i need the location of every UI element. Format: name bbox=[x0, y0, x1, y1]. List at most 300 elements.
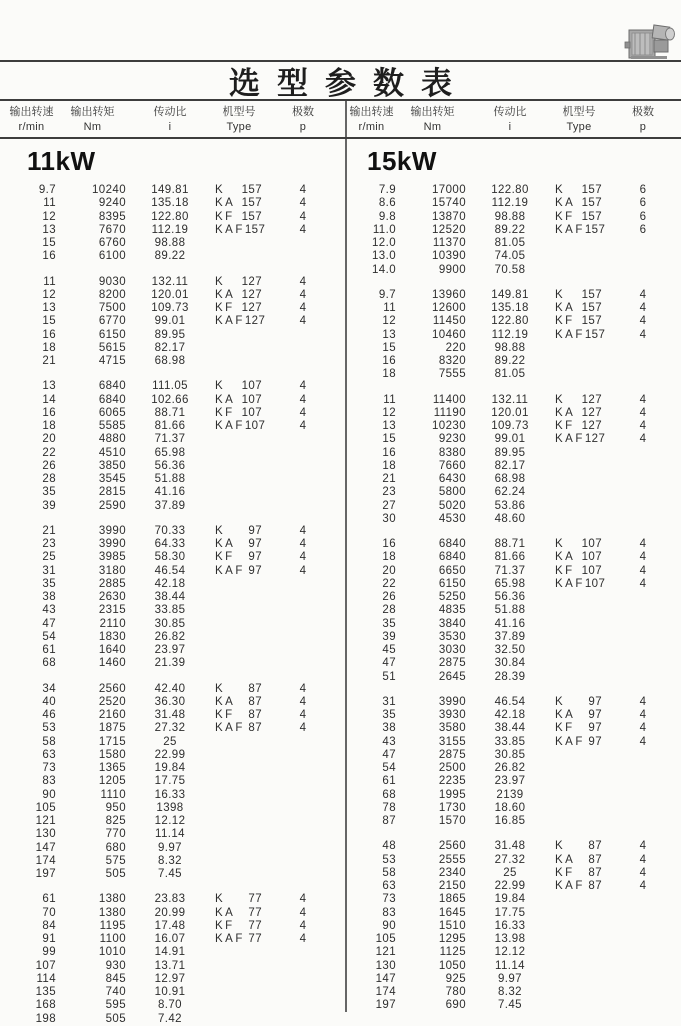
cell-output-torque: 1640 bbox=[98, 644, 126, 656]
cell-poles: 4 bbox=[299, 315, 307, 328]
cell-output-torque: 2885 bbox=[98, 577, 126, 590]
cell-poles bbox=[267, 250, 339, 263]
cell-output-torque: 3030 bbox=[438, 644, 466, 656]
cell-output-torque: 10390 bbox=[432, 250, 466, 263]
cell-output-speed: 174 bbox=[35, 854, 56, 867]
table-row bbox=[347, 749, 681, 762]
cell-ratio: 99.01 bbox=[154, 315, 186, 328]
power-title: 11kW bbox=[27, 146, 96, 176]
cell-output-speed: 53 bbox=[42, 722, 56, 735]
table-row bbox=[347, 644, 681, 657]
type-prefix: KF bbox=[555, 210, 575, 223]
type-prefix: KAF bbox=[215, 722, 245, 735]
table-row bbox=[7, 591, 345, 604]
cell-ratio: 122.80 bbox=[491, 315, 529, 328]
type-prefix: KF bbox=[215, 919, 235, 932]
table-row bbox=[347, 946, 681, 959]
table-row bbox=[7, 211, 345, 224]
type-prefix: KAF bbox=[555, 433, 585, 446]
cell-output-speed: 38 bbox=[42, 591, 56, 603]
cell-output-torque: 7660 bbox=[438, 459, 466, 472]
cell-model-type bbox=[551, 551, 607, 564]
cell-model-type bbox=[551, 473, 607, 486]
cell-poles bbox=[607, 907, 679, 920]
cell-output-torque: 4835 bbox=[438, 604, 466, 617]
table-row bbox=[347, 224, 681, 237]
cell-ratio: 37.89 bbox=[494, 630, 526, 643]
cell-output-speed: 15 bbox=[382, 433, 396, 446]
table-row bbox=[347, 420, 681, 433]
cell-ratio: 7.45 bbox=[158, 868, 182, 880]
cell-output-speed: 25 bbox=[42, 551, 56, 564]
cell-output-speed: 7.9 bbox=[378, 184, 396, 196]
type-prefix: K bbox=[215, 380, 226, 393]
cell-model-type bbox=[551, 197, 607, 210]
cell-model-type bbox=[551, 696, 607, 709]
cell-output-torque: 1875 bbox=[98, 722, 126, 735]
cell-poles: 4 bbox=[639, 577, 647, 590]
type-prefix: K bbox=[215, 275, 226, 288]
cell-output-speed: 35 bbox=[42, 486, 56, 499]
cell-model-type bbox=[551, 513, 607, 526]
cell-poles bbox=[607, 591, 679, 604]
cell-poles bbox=[607, 355, 679, 368]
cell-output-torque: 1460 bbox=[98, 657, 126, 670]
cell-model-type bbox=[551, 565, 607, 578]
table-header-left bbox=[0, 101, 347, 137]
cell-output-torque: 780 bbox=[445, 986, 466, 998]
cell-poles bbox=[607, 920, 679, 933]
cell-output-speed: 63 bbox=[382, 880, 396, 892]
cell-model-type bbox=[551, 854, 607, 867]
cell-poles bbox=[267, 329, 339, 342]
cell-ratio: 89.22 bbox=[154, 250, 186, 263]
cell-model-type bbox=[211, 775, 267, 788]
cell-ratio: 149.81 bbox=[151, 184, 189, 196]
cell-ratio: 31.48 bbox=[154, 709, 186, 721]
table-row bbox=[7, 683, 345, 696]
cell-poles bbox=[607, 631, 679, 644]
table-row bbox=[347, 973, 681, 986]
cell-ratio: 68.98 bbox=[494, 473, 526, 485]
cell-output-speed: 135 bbox=[35, 986, 56, 998]
cell-output-speed: 16 bbox=[382, 446, 396, 459]
cell-poles: 4 bbox=[299, 893, 307, 906]
header-output-torque: 输出转矩 Nm bbox=[70, 106, 115, 133]
cell-output-torque: 575 bbox=[105, 854, 126, 867]
cell-ratio: 42.18 bbox=[494, 709, 526, 721]
cell-poles: 4 bbox=[299, 184, 307, 196]
cell-output-speed: 48 bbox=[382, 840, 396, 853]
cell-poles: 4 bbox=[639, 709, 647, 721]
cell-poles: 4 bbox=[639, 735, 647, 748]
cell-model-type bbox=[551, 342, 607, 355]
cell-ratio: 41.16 bbox=[154, 486, 186, 499]
cell-output-torque: 2555 bbox=[438, 853, 466, 866]
table-row bbox=[347, 289, 681, 302]
cell-ratio: 12.97 bbox=[154, 972, 186, 985]
cell-model-type bbox=[551, 631, 607, 644]
cell-ratio: 8.70 bbox=[158, 999, 182, 1012]
cell-output-torque: 3930 bbox=[438, 709, 466, 721]
cell-ratio: 13.98 bbox=[494, 933, 526, 945]
cell-output-speed: 11 bbox=[43, 275, 56, 288]
cell-ratio: 23.83 bbox=[154, 893, 186, 906]
cell-output-torque: 2560 bbox=[98, 682, 126, 695]
cell-model-type bbox=[211, 184, 267, 197]
cell-output-speed: 84 bbox=[42, 919, 56, 932]
cell-ratio: 120.01 bbox=[491, 406, 529, 419]
cell-output-speed: 45 bbox=[382, 644, 396, 656]
cell-poles bbox=[267, 355, 339, 368]
cell-output-speed: 121 bbox=[35, 815, 56, 827]
cell-poles bbox=[607, 500, 679, 513]
cell-poles: 4 bbox=[639, 564, 647, 577]
type-prefix: KAF bbox=[215, 315, 245, 328]
cell-model-type bbox=[551, 762, 607, 775]
cell-ratio: 9.97 bbox=[498, 972, 522, 985]
cell-output-speed: 13 bbox=[42, 380, 56, 393]
cell-output-speed: 63 bbox=[42, 748, 56, 761]
table-row bbox=[347, 407, 681, 420]
cell-output-torque: 2590 bbox=[98, 499, 126, 512]
cell-output-torque: 930 bbox=[105, 959, 126, 972]
cell-output-torque: 3155 bbox=[438, 735, 466, 748]
table-row bbox=[7, 237, 345, 250]
type-prefix: KA bbox=[215, 695, 236, 708]
cell-output-torque: 8320 bbox=[438, 355, 466, 367]
cell-poles bbox=[267, 802, 339, 815]
cell-model-type bbox=[211, 815, 267, 828]
table-row bbox=[7, 631, 345, 644]
cell-poles bbox=[607, 973, 679, 986]
cell-output-torque: 12520 bbox=[432, 223, 466, 236]
table-row bbox=[7, 538, 345, 551]
type-size: 157 bbox=[581, 288, 602, 301]
cell-output-torque: 220 bbox=[445, 341, 466, 354]
cell-model-type bbox=[551, 486, 607, 499]
table-row bbox=[347, 447, 681, 460]
cell-output-torque: 950 bbox=[105, 801, 126, 814]
cell-output-torque: 1100 bbox=[99, 933, 126, 945]
cell-model-type bbox=[211, 736, 267, 749]
cell-model-type bbox=[551, 184, 607, 197]
cell-model-type bbox=[551, 736, 607, 749]
cell-model-type bbox=[551, 420, 607, 433]
cell-ratio: 82.17 bbox=[494, 459, 526, 472]
type-prefix: K bbox=[215, 893, 226, 906]
cell-output-speed: 30 bbox=[382, 512, 396, 525]
cell-output-speed: 147 bbox=[375, 972, 396, 985]
cell-poles bbox=[607, 644, 679, 657]
cell-output-speed: 40 bbox=[42, 695, 56, 708]
table-row bbox=[7, 276, 345, 289]
cell-output-torque: 1380 bbox=[98, 893, 126, 906]
cell-model-type bbox=[551, 355, 607, 368]
cell-poles: 4 bbox=[299, 551, 307, 564]
cell-ratio: 81.05 bbox=[494, 368, 526, 381]
table-row bbox=[347, 631, 681, 644]
cell-output-torque: 3545 bbox=[98, 473, 126, 485]
cell-poles: 4 bbox=[299, 420, 307, 432]
type-size: 107 bbox=[241, 380, 262, 393]
cell-poles bbox=[267, 736, 339, 749]
cell-output-speed: 43 bbox=[42, 604, 56, 617]
cell-model-type bbox=[551, 867, 607, 880]
table-row bbox=[7, 473, 345, 486]
cell-output-torque: 6150 bbox=[98, 328, 126, 341]
cell-output-torque: 10460 bbox=[432, 328, 466, 341]
cell-poles: 4 bbox=[299, 564, 307, 577]
table-row bbox=[347, 762, 681, 775]
cell-poles: 4 bbox=[639, 551, 647, 564]
cell-output-speed: 197 bbox=[35, 868, 56, 880]
cell-model-type bbox=[551, 815, 607, 828]
type-size: 77 bbox=[248, 906, 262, 919]
cell-output-torque: 6840 bbox=[98, 393, 126, 406]
table-row bbox=[7, 1013, 345, 1026]
header-poles: 极数 p bbox=[632, 106, 654, 133]
cell-poles bbox=[267, 486, 339, 499]
cell-model-type bbox=[211, 749, 267, 762]
cell-poles: 4 bbox=[639, 695, 647, 708]
type-size: 157 bbox=[581, 210, 602, 223]
cell-poles bbox=[267, 631, 339, 644]
cell-poles: 4 bbox=[299, 919, 307, 932]
table-row bbox=[7, 433, 345, 446]
cell-output-torque: 505 bbox=[105, 1012, 126, 1025]
cell-output-speed: 16 bbox=[382, 538, 396, 550]
cell-model-type bbox=[211, 683, 267, 696]
cell-model-type bbox=[551, 907, 607, 920]
cell-output-torque: 3990 bbox=[438, 695, 466, 708]
cell-output-speed: 18 bbox=[382, 368, 396, 381]
cell-ratio: 102.66 bbox=[151, 393, 189, 406]
cell-ratio: 132.11 bbox=[491, 393, 529, 406]
cell-output-speed: 11 bbox=[383, 393, 396, 406]
cell-output-speed: 105 bbox=[375, 933, 396, 945]
cell-model-type bbox=[211, 250, 267, 263]
cell-output-torque: 6650 bbox=[438, 564, 466, 577]
cell-output-torque: 925 bbox=[445, 972, 466, 985]
cell-output-speed: 90 bbox=[382, 919, 396, 932]
cell-model-type bbox=[211, 447, 267, 460]
cell-ratio: 88.71 bbox=[154, 406, 186, 419]
cell-model-type bbox=[211, 828, 267, 841]
cell-output-speed: 20 bbox=[42, 433, 56, 446]
cell-output-torque: 1730 bbox=[438, 801, 466, 814]
cell-model-type bbox=[211, 315, 267, 328]
cell-output-speed: 47 bbox=[382, 748, 396, 761]
cell-output-speed: 15 bbox=[382, 341, 396, 354]
header-output-speed: 输出转速 r/min bbox=[349, 106, 394, 133]
cell-ratio: 48.60 bbox=[494, 512, 526, 525]
table-row bbox=[7, 868, 345, 881]
cell-ratio: 46.54 bbox=[154, 564, 186, 577]
cell-ratio: 32.50 bbox=[494, 644, 526, 656]
cell-output-speed: 105 bbox=[35, 801, 56, 814]
cell-output-speed: 23 bbox=[42, 538, 56, 550]
cell-ratio: 122.80 bbox=[491, 184, 529, 196]
cell-ratio: 23.97 bbox=[154, 644, 186, 656]
type-size: 127 bbox=[581, 406, 602, 419]
table-row bbox=[347, 315, 681, 328]
table-row bbox=[347, 736, 681, 749]
cell-output-torque: 4715 bbox=[98, 355, 126, 367]
cell-ratio: 111.05 bbox=[152, 380, 188, 393]
cell-poles: 4 bbox=[639, 538, 647, 550]
row-group bbox=[347, 289, 681, 382]
cell-output-speed: 21 bbox=[42, 524, 56, 537]
cell-output-torque: 2340 bbox=[438, 866, 466, 879]
cell-ratio: 16.85 bbox=[494, 815, 526, 827]
table-row bbox=[7, 802, 345, 815]
cell-ratio: 8.32 bbox=[498, 986, 522, 998]
cell-ratio: 17.75 bbox=[494, 906, 526, 919]
cell-poles bbox=[607, 762, 679, 775]
cell-poles bbox=[607, 933, 679, 946]
table-row bbox=[7, 302, 345, 315]
cell-output-torque: 3985 bbox=[98, 551, 126, 564]
cell-output-speed: 20 bbox=[382, 564, 396, 577]
table-row bbox=[7, 657, 345, 670]
cell-model-type bbox=[551, 644, 607, 657]
table-row bbox=[7, 447, 345, 460]
cell-model-type bbox=[551, 500, 607, 513]
cell-poles bbox=[267, 762, 339, 775]
table-row bbox=[347, 197, 681, 210]
type-prefix: K bbox=[555, 840, 566, 853]
cell-poles: 4 bbox=[639, 406, 647, 419]
cell-ratio: 82.17 bbox=[154, 341, 186, 354]
cell-output-speed: 54 bbox=[382, 762, 396, 774]
table-row bbox=[347, 722, 681, 735]
table-row bbox=[347, 513, 681, 526]
cell-output-speed: 13 bbox=[42, 223, 56, 236]
cell-poles bbox=[607, 604, 679, 617]
type-size: 127 bbox=[241, 288, 262, 301]
title-band bbox=[0, 62, 681, 101]
cell-output-speed: 54 bbox=[42, 630, 56, 643]
cell-output-torque: 12600 bbox=[432, 302, 466, 314]
cell-output-torque: 6770 bbox=[98, 315, 126, 328]
cell-ratio: 41.16 bbox=[494, 617, 526, 630]
row-group bbox=[347, 840, 681, 1012]
cell-poles: 4 bbox=[639, 315, 647, 328]
row-group bbox=[7, 525, 345, 671]
cell-poles: 4 bbox=[299, 380, 307, 393]
cell-model-type bbox=[551, 789, 607, 802]
cell-poles bbox=[607, 447, 679, 460]
cell-ratio: 88.71 bbox=[494, 538, 526, 550]
cell-model-type bbox=[211, 604, 267, 617]
cell-model-type bbox=[551, 933, 607, 946]
cell-output-torque: 2110 bbox=[99, 617, 126, 630]
cell-model-type bbox=[551, 460, 607, 473]
cell-ratio: 53.86 bbox=[494, 499, 526, 512]
cell-output-speed: 35 bbox=[382, 709, 396, 721]
cell-ratio: 14.91 bbox=[154, 946, 186, 959]
table-row bbox=[7, 973, 345, 986]
cell-model-type bbox=[211, 380, 267, 393]
cell-output-speed: 18 bbox=[382, 551, 396, 564]
type-prefix: KAF bbox=[215, 564, 245, 577]
cell-poles bbox=[607, 486, 679, 499]
table-row bbox=[347, 184, 681, 197]
cell-poles: 6 bbox=[639, 223, 647, 236]
cell-output-speed: 35 bbox=[42, 577, 56, 590]
cell-ratio: 10.91 bbox=[154, 986, 186, 998]
cell-ratio: 26.82 bbox=[494, 762, 526, 774]
cell-output-speed: 15 bbox=[42, 237, 56, 249]
cell-poles: 4 bbox=[639, 722, 647, 735]
cell-poles bbox=[607, 237, 679, 250]
type-size: 87 bbox=[588, 840, 602, 853]
cell-model-type bbox=[211, 237, 267, 250]
cell-output-speed: 28 bbox=[382, 604, 396, 617]
type-prefix: K bbox=[555, 393, 566, 406]
cell-poles: 4 bbox=[299, 302, 307, 314]
cell-output-speed: 15 bbox=[42, 315, 56, 328]
cell-output-torque: 1995 bbox=[438, 788, 466, 801]
table-row bbox=[7, 394, 345, 407]
row-group bbox=[7, 276, 345, 369]
cell-model-type bbox=[551, 211, 607, 224]
cell-output-torque: 1295 bbox=[438, 933, 466, 945]
cell-output-speed: 114 bbox=[36, 972, 56, 985]
cell-model-type bbox=[551, 749, 607, 762]
table-row bbox=[7, 525, 345, 538]
cell-ratio: 42.18 bbox=[154, 577, 186, 590]
cell-poles bbox=[607, 946, 679, 959]
cell-ratio: 16.07 bbox=[154, 933, 186, 945]
cell-output-torque: 8200 bbox=[98, 288, 126, 301]
cell-output-speed: 18 bbox=[382, 459, 396, 472]
cell-model-type bbox=[211, 565, 267, 578]
cell-model-type bbox=[211, 289, 267, 302]
row-group bbox=[7, 683, 345, 882]
cell-model-type bbox=[211, 197, 267, 210]
cell-poles: 4 bbox=[639, 880, 647, 892]
cell-output-torque: 3840 bbox=[438, 617, 466, 630]
cell-output-torque: 5615 bbox=[98, 341, 126, 354]
cell-output-speed: 46 bbox=[42, 709, 56, 721]
cell-ratio: 18.60 bbox=[494, 801, 526, 814]
type-size: 157 bbox=[584, 223, 606, 236]
cell-output-speed: 31 bbox=[42, 564, 56, 577]
table-row bbox=[7, 696, 345, 709]
table-row bbox=[347, 867, 681, 880]
cell-ratio: 112.19 bbox=[491, 328, 529, 341]
cell-output-speed: 53 bbox=[382, 853, 396, 866]
cell-model-type bbox=[211, 762, 267, 775]
type-prefix: KA bbox=[215, 538, 236, 550]
cell-output-speed: 43 bbox=[382, 735, 396, 748]
cell-poles bbox=[267, 789, 339, 802]
cell-output-speed: 121 bbox=[375, 946, 396, 959]
table-row bbox=[7, 946, 345, 959]
type-prefix: KA bbox=[555, 302, 576, 314]
cell-output-torque: 1365 bbox=[98, 762, 126, 774]
cell-ratio: 7.45 bbox=[498, 999, 522, 1012]
cell-output-speed: 90 bbox=[42, 788, 56, 801]
cell-ratio: 135.18 bbox=[151, 197, 189, 210]
cell-output-torque: 1830 bbox=[98, 630, 126, 643]
table-row bbox=[347, 840, 681, 853]
cell-model-type bbox=[551, 999, 607, 1012]
cell-model-type bbox=[211, 394, 267, 407]
cell-output-speed: 38 bbox=[382, 722, 396, 735]
